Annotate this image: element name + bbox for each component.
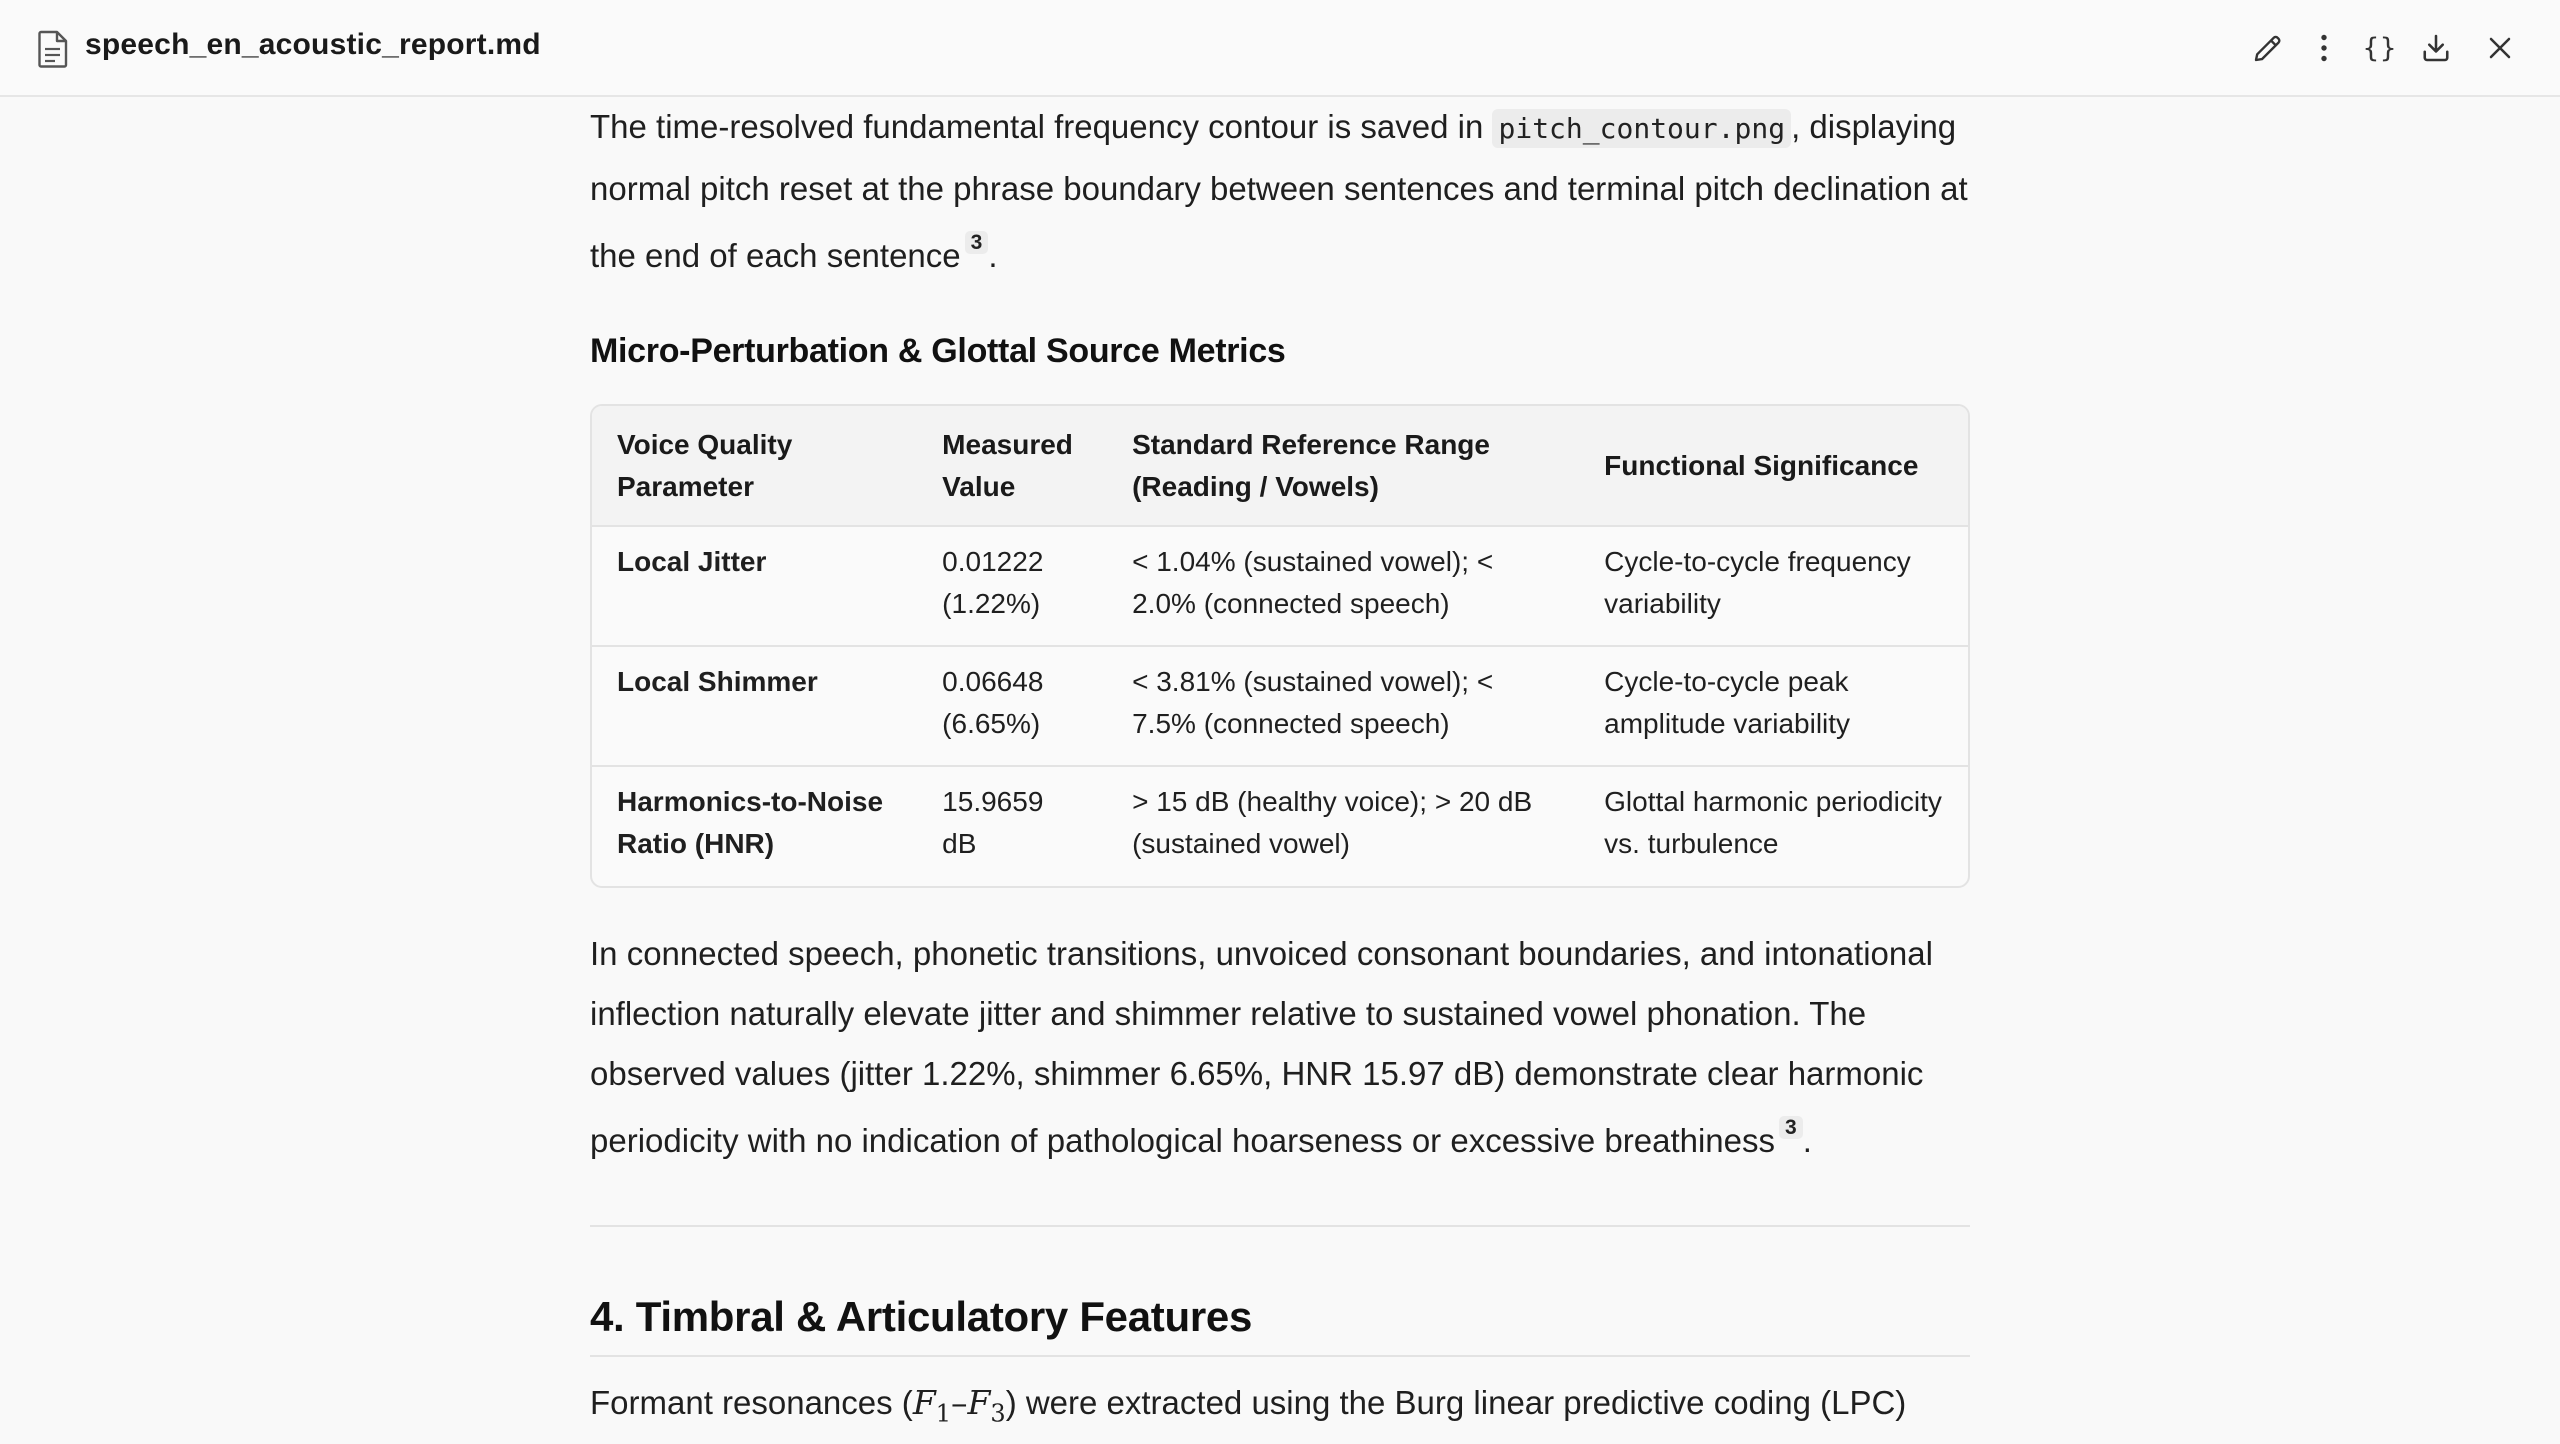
close-icon xyxy=(2482,30,2518,66)
table-cell: Local Shimmer xyxy=(592,646,917,766)
inline-code: pitch_contour.png xyxy=(1492,109,1791,148)
column-header: Standard Reference Range (Reading / Vowels) xyxy=(1107,406,1579,526)
column-header: Measured Value xyxy=(917,406,1107,526)
section-divider xyxy=(590,1225,1970,1227)
table-cell: Harmonics-to-Noise Ratio (HNR) xyxy=(592,766,917,886)
table-cell: < 1.04% (sustained vowel); < 2.0% (connected speech) xyxy=(1107,526,1579,646)
more-icon xyxy=(2306,30,2342,66)
formant-paragraph: Formant resonances $(F_1-F_3)$ were extracted using the Burg linear predictive coding (LPC) xyxy=(590,1383,1907,1428)
table-cell: > 15 dB (healthy voice); > 20 dB (sustained vowel) xyxy=(1107,766,1579,886)
document-body xyxy=(590,97,1970,1444)
table-header-row xyxy=(592,406,1968,526)
table-cell: 0.01222 (1.22%) xyxy=(917,526,1107,646)
table-cell: < 3.81% (sustained vowel); < 7.5% (connected speech) xyxy=(1107,646,1579,766)
column-header: Voice Quality Parameter xyxy=(592,406,917,526)
edit-button[interactable] xyxy=(2246,26,2290,70)
close-button[interactable] xyxy=(2478,26,2522,70)
table-row xyxy=(592,646,1968,766)
code-braces-icon: {} xyxy=(2362,32,2398,64)
section-heading-4: 4. Timbral & Articulatory Features xyxy=(590,1293,1970,1357)
column-header: Functional Significance xyxy=(1579,406,1968,526)
download-icon xyxy=(2418,30,2454,66)
table-cell: Cycle-to-cycle peak amplitude variability xyxy=(1579,646,1968,766)
more-options-button[interactable] xyxy=(2302,26,2346,70)
download-button[interactable] xyxy=(2414,26,2458,70)
table-row xyxy=(592,526,1968,646)
table-cell: Local Jitter xyxy=(592,526,917,646)
footnote-ref[interactable]: 3 xyxy=(1779,1116,1803,1139)
viewer-header xyxy=(0,0,2560,97)
view-source-button[interactable] xyxy=(2358,26,2402,70)
file-title: speech_en_acoustic_report.md xyxy=(85,28,541,61)
formant-math: $F_1-F_3$ xyxy=(912,1383,1006,1428)
interpretation-paragraph: In connected speech, phonetic transitions, unvoiced consonant boundaries, and intonational inflection naturally elevate jitter and shimmer relative to sustained vowel phonation. The observed values (jitter 1.22%, shimmer 6.65%, HNR 15.97 dB) demonstrate clear harmonic periodicity with no indication of pathological hoarseness or excessive breathiness $^3$ . xyxy=(590,935,1933,1159)
pitch-paragraph: The time-resolved fundamental frequency contour is saved in pitch_contour.png , displaying normal pitch reset at the phrase boundary between sentences and terminal pitch declination at the end of each sentence $^3$ . xyxy=(590,108,1968,274)
footnote-ref[interactable]: 3 xyxy=(965,231,989,254)
table-cell: 15.9659 dB xyxy=(917,766,1107,886)
table-cell: 0.06648 (6.65%) xyxy=(917,646,1107,766)
section-heading: Micro-Perturbation & Glottal Source Metrics xyxy=(590,332,1286,370)
table-row xyxy=(592,766,1968,886)
file-icon xyxy=(36,30,70,68)
edit-icon xyxy=(2250,30,2286,66)
table-cell: Cycle-to-cycle frequency variability xyxy=(1579,526,1968,646)
table-cell: Glottal harmonic periodicity vs. turbulence xyxy=(1579,766,1968,886)
metrics-table xyxy=(590,404,1970,888)
